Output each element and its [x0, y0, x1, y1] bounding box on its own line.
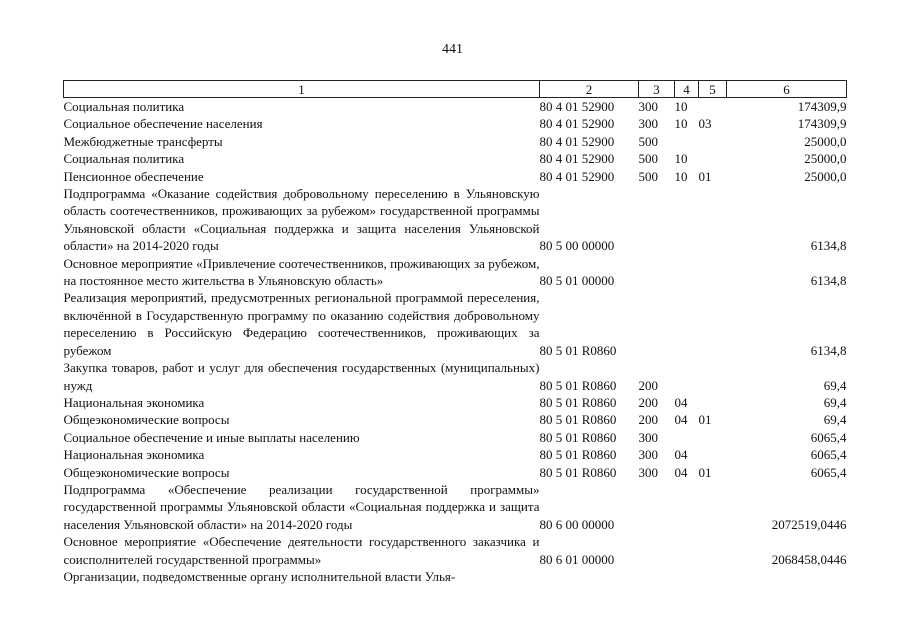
table-row [64, 464, 847, 481]
column-header: 2 [540, 81, 639, 98]
row-amount-cell: 2072519,0446 [771, 516, 847, 532]
row-col3-cell: 300 [638, 429, 658, 445]
row-code-cell: 80 5 01 R0860 [539, 377, 617, 393]
row-amount-cell: 174309,9 [797, 116, 847, 132]
row-col4-cell [675, 185, 699, 255]
row-amount-cell: 69,4 [823, 412, 847, 428]
row-code-cell: 80 5 01 R0860 [539, 447, 617, 463]
row-code-cell: 80 5 01 R0860 [539, 464, 617, 480]
column-header: 4 [675, 81, 699, 98]
row-name-cell: Подпрограмма «Оказание содействия добровольному переселению в Ульяновскую область соотечественников, проживающих за рубежом» государственной программы Ульяновской области «Социальная поддержка и защита населения Ульяновской области» на 2014-2020 годы [63, 186, 540, 254]
row-amount-cell: 6065,4 [810, 429, 847, 445]
row-col3-cell: 500 [638, 168, 658, 184]
row-col3-cell: 500 [638, 151, 658, 167]
row-code-cell: 80 6 01 00000 [539, 551, 615, 567]
row-col5-cell [699, 185, 727, 255]
row-name-cell: Реализация мероприятий, предусмотренных региональной программой переселения, включённой в Государственную программу по оказанию содействия добровольному переселению в Российскую Федерацию соотечественников, проживающих за рубежом [63, 290, 540, 358]
row-amount-cell: 25000,0 [804, 133, 847, 149]
row-name-cell: Социальная политика [63, 99, 185, 114]
row-name-cell: Основное мероприятие «Привлечение соотечественников, проживающих за рубежом, на постоянное место жительства в Ульяновскую область» [63, 255, 540, 289]
budget-table [63, 80, 847, 585]
row-code-cell: 80 4 01 52900 [539, 99, 615, 114]
row-col3-cell: 200 [638, 394, 658, 410]
row-col4-cell: 10 [674, 116, 688, 132]
row-amount-cell [727, 568, 847, 585]
row-col3-cell: 300 [638, 99, 658, 114]
table-row [64, 133, 847, 150]
row-col4-cell: 04 [674, 412, 688, 428]
row-name-cell: Национальная экономика [63, 394, 205, 410]
row-code-cell: 80 5 01 R0860 [539, 394, 617, 410]
row-amount-cell: 69,4 [823, 394, 847, 410]
row-amount-cell: 6134,8 [810, 273, 847, 289]
row-amount-cell: 69,4 [823, 377, 847, 393]
row-code-cell: 80 4 01 52900 [539, 116, 615, 132]
row-name-cell: Социальное обеспечение и иные выплаты населению [63, 429, 360, 445]
row-col5-cell [699, 133, 727, 150]
row-code-cell [540, 568, 639, 585]
column-header: 1 [64, 81, 540, 98]
row-col4-cell [675, 481, 699, 533]
table-header-row [64, 81, 847, 98]
row-code-cell: 80 4 01 52900 [539, 168, 615, 184]
row-col3-cell: 500 [638, 133, 658, 149]
row-code-cell: 80 5 01 R0860 [539, 342, 617, 358]
row-col5-cell [699, 533, 727, 568]
row-name-cell: Национальная экономика [63, 447, 205, 463]
row-name-cell: Пенсионное обеспечение [63, 168, 204, 184]
row-col3-cell: 300 [638, 464, 658, 480]
row-name-cell: Подпрограмма «Обеспечение реализации государственной программы» государственной программы Ульяновской области «Социальная поддержка и защита населения Ульяновской области» на 2014-2020 годы [63, 481, 540, 532]
table-row [64, 568, 847, 585]
row-code-cell: 80 5 01 00000 [539, 273, 615, 289]
row-col5-cell [699, 429, 727, 446]
row-col5-cell: 03 [698, 116, 712, 132]
table-row [64, 359, 847, 394]
row-col3-cell [639, 568, 675, 585]
row-col4-cell: 10 [674, 151, 688, 167]
row-col4-cell [675, 533, 699, 568]
table-body [64, 98, 847, 586]
column-header: 3 [639, 81, 675, 98]
row-col4-cell: 04 [674, 394, 688, 410]
row-code-cell: 80 4 01 52900 [539, 133, 615, 149]
row-col5-cell [699, 481, 727, 533]
table-row [64, 446, 847, 463]
column-header: 6 [727, 81, 847, 98]
row-col5-cell: 01 [698, 412, 712, 428]
row-col4-cell [675, 359, 699, 394]
row-col5-cell [699, 98, 727, 116]
row-col4-cell [675, 255, 699, 290]
row-col5-cell: 01 [698, 464, 712, 480]
row-col4-cell [675, 568, 699, 585]
table-row [64, 429, 847, 446]
row-amount-cell: 2068458,0446 [771, 551, 847, 567]
row-col4-cell: 04 [674, 447, 688, 463]
table-row [64, 168, 847, 185]
row-amount-cell: 174309,9 [797, 99, 847, 114]
row-code-cell: 80 5 01 R0860 [539, 412, 617, 428]
row-col5-cell [699, 568, 727, 585]
row-code-cell: 80 5 00 00000 [539, 238, 615, 254]
row-col3-cell [639, 289, 675, 359]
row-col3-cell: 300 [638, 116, 658, 132]
row-col4-cell [675, 289, 699, 359]
table-row [64, 411, 847, 428]
row-col5-cell [699, 150, 727, 167]
row-amount-cell: 6065,4 [810, 464, 847, 480]
table-row [64, 394, 847, 411]
row-code-cell: 80 6 00 00000 [539, 516, 615, 532]
table-row [64, 185, 847, 255]
row-col3-cell: 200 [638, 412, 658, 428]
row-col3-cell [639, 533, 675, 568]
row-col4-cell [675, 133, 699, 150]
row-name-cell: Основное мероприятие «Обеспечение деятельности государственного заказчика и соисполнителей государственной программы» [63, 534, 540, 567]
row-col4-cell: 10 [674, 168, 688, 184]
row-col4-cell [675, 429, 699, 446]
row-name-cell: Организации, подведомственные органу исполнительной власти Улья- [63, 568, 456, 584]
row-amount-cell: 25000,0 [804, 151, 847, 167]
row-name-cell: Социальное обеспечение населения [63, 116, 263, 132]
row-name-cell: Общеэкономические вопросы [63, 464, 230, 480]
row-col5-cell [699, 446, 727, 463]
table-row [64, 150, 847, 167]
table-row [64, 289, 847, 359]
column-header: 5 [699, 81, 727, 98]
row-col3-cell [639, 481, 675, 533]
row-amount-cell: 25000,0 [804, 168, 847, 184]
page-number: 441 [442, 42, 463, 57]
table-row [64, 533, 847, 568]
row-col3-cell: 200 [638, 377, 658, 393]
row-code-cell: 80 5 01 R0860 [539, 429, 617, 445]
row-col3-cell [639, 185, 675, 255]
row-amount-cell: 6134,8 [810, 238, 847, 254]
row-code-cell: 80 4 01 52900 [539, 151, 615, 167]
row-col5-cell [699, 359, 727, 394]
row-name-cell: Межбюджетные трансферты [63, 133, 223, 149]
row-col5-cell [699, 255, 727, 290]
row-name-cell: Закупка товаров, работ и услуг для обеспечения государственных (муниципальных) нужд [63, 360, 540, 393]
row-amount-cell: 6134,8 [810, 342, 847, 358]
table-row [64, 481, 847, 533]
table-row [64, 115, 847, 132]
row-col4-cell: 10 [674, 99, 688, 114]
row-col5-cell [699, 289, 727, 359]
row-name-cell: Общеэкономические вопросы [63, 412, 230, 428]
table-row [64, 255, 847, 290]
table-row [64, 98, 847, 116]
row-col3-cell [639, 255, 675, 290]
row-col4-cell: 04 [674, 464, 688, 480]
row-name-cell: Социальная политика [63, 151, 185, 167]
row-col5-cell: 01 [698, 168, 712, 184]
row-col5-cell [699, 394, 727, 411]
row-col3-cell: 300 [638, 447, 658, 463]
row-amount-cell: 6065,4 [810, 447, 847, 463]
